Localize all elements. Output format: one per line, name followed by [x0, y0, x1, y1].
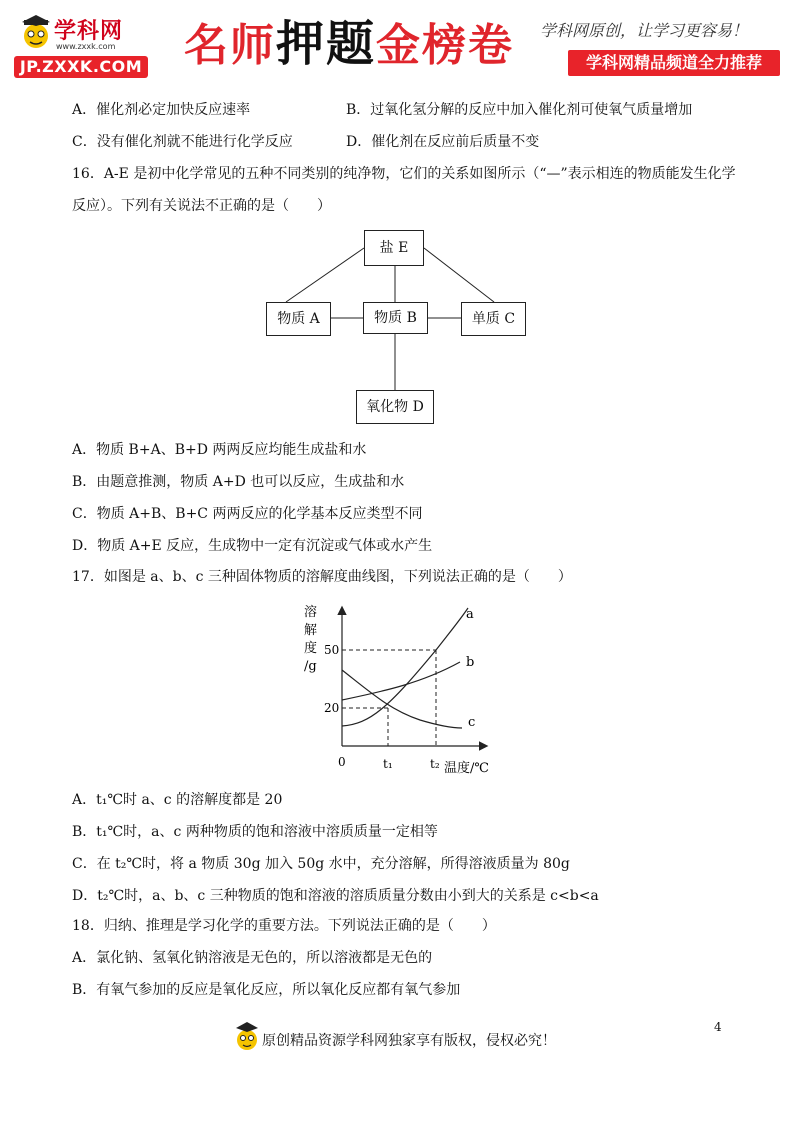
q16-stem-line-2: 反应）。下列有关说法不正确的是（ ） [72, 198, 331, 214]
title-part-1: 名师 [184, 20, 276, 71]
diagram-box-b: 物质 B [363, 302, 428, 334]
x-tick-t1: t₁ [383, 757, 393, 771]
q16-option-a: A．物质 B+A、B+D 两两反应均能生成盐和水 [72, 442, 367, 458]
q15-option-c: C．没有催化剂就不能进行化学反应 [72, 134, 293, 150]
y-label-1: 溶 [304, 605, 318, 620]
q16-stem-line-1: 16．A-E 是初中化学常见的五种不同类别的纯净物，它们的关系如图所示（“—”表示相连的物质能发生化学 [72, 166, 736, 182]
q16-option-d: D．物质 A+E 反应，生成物中一定有沉淀或气体或水产生 [72, 538, 433, 554]
curve-label-b: b [466, 655, 475, 670]
title-part-2: 押题 [276, 16, 377, 72]
x-tick-t2: t₂ [430, 757, 440, 771]
diagram-box-c: 单质 C [461, 302, 526, 336]
y-label-2: 解 [304, 623, 318, 638]
q16-option-b: B．由题意推测，物质 A+D 也可以反应，生成盐和水 [72, 474, 405, 490]
header-slogan: 学科网原创，让学习更容易！ [540, 21, 749, 40]
x-axis-label: 温度/℃ [444, 761, 489, 776]
logo-url: www.zxxk.com [56, 42, 116, 51]
title-part-3: 金榜卷 [376, 20, 515, 71]
relation-diagram-lines [0, 0, 793, 440]
logo-name: 学科网 [54, 19, 124, 44]
line-e-c [424, 248, 494, 302]
q17-option-c: C．在 t₂℃时，将 a 物质 30g 加入 50g 水中，充分溶解，所得溶液质量为 80g [72, 856, 570, 872]
q17-stem: 17．如图是 a、b、c 三种固体物质的溶解度曲线图，下列说法正确的是（ ） [72, 569, 572, 585]
q18-stem: 18．归纳、推理是学习化学的重要方法。下列说法正确的是（ ） [72, 918, 496, 934]
q16-option-c: C．物质 A+B、B+C 两两反应的化学基本反应类型不同 [72, 506, 423, 522]
mascot-icon [234, 1020, 260, 1054]
page-number: 4 [714, 1020, 722, 1034]
origin-label: 0 [338, 755, 346, 769]
y-label-3: 度 [304, 641, 318, 656]
curve-label-c: c [468, 715, 476, 730]
q17-option-a: A．t₁℃时 a、c 的溶解度都是 20 [72, 792, 283, 808]
q18-option-a: A．氯化钠、氢氧化钠溶液是无色的，所以溶液都是无色的 [72, 950, 433, 966]
copyright-notice: 原创精品资源学科网独家享有版权，侵权必究！ [262, 1033, 556, 1049]
diagram-box-d: 氧化物 D [356, 390, 434, 424]
line-e-a [286, 248, 364, 302]
solubility-graph [290, 596, 510, 786]
q15-option-d: D．催化剂在反应前后质量不变 [346, 134, 540, 150]
curve-b [342, 662, 460, 700]
curve-c [342, 670, 462, 728]
q15-option-a: A．催化剂必定加快反应速率 [72, 102, 251, 118]
curve-label-a: a [466, 607, 474, 622]
q17-option-d: D．t₂℃时，a、b、c 三种物质的饱和溶液的溶质质量分数由小到大的关系是 c<b<a [72, 888, 599, 904]
q15-option-b: B．过氧化氢分解的反应中加入催化剂可使氧气质量增加 [346, 102, 693, 118]
y-tick-20: 20 [324, 701, 340, 715]
diagram-box-a: 物质 A [266, 302, 331, 336]
y-label-4: /g [304, 659, 317, 674]
q18-option-b: B．有氧气参加的反应是氧化反应，所以氧化反应都有氧气参加 [72, 982, 461, 998]
recommend-badge[interactable]: 学科网精品频道全力推荐 [568, 50, 780, 76]
logo-badge[interactable]: JP.ZXXK.COM [14, 56, 148, 78]
y-tick-50: 50 [324, 643, 340, 657]
q17-option-b: B．t₁℃时，a、c 两种物质的饱和溶液中溶质质量一定相等 [72, 824, 438, 840]
diagram-box-e: 盐 E [364, 230, 424, 266]
